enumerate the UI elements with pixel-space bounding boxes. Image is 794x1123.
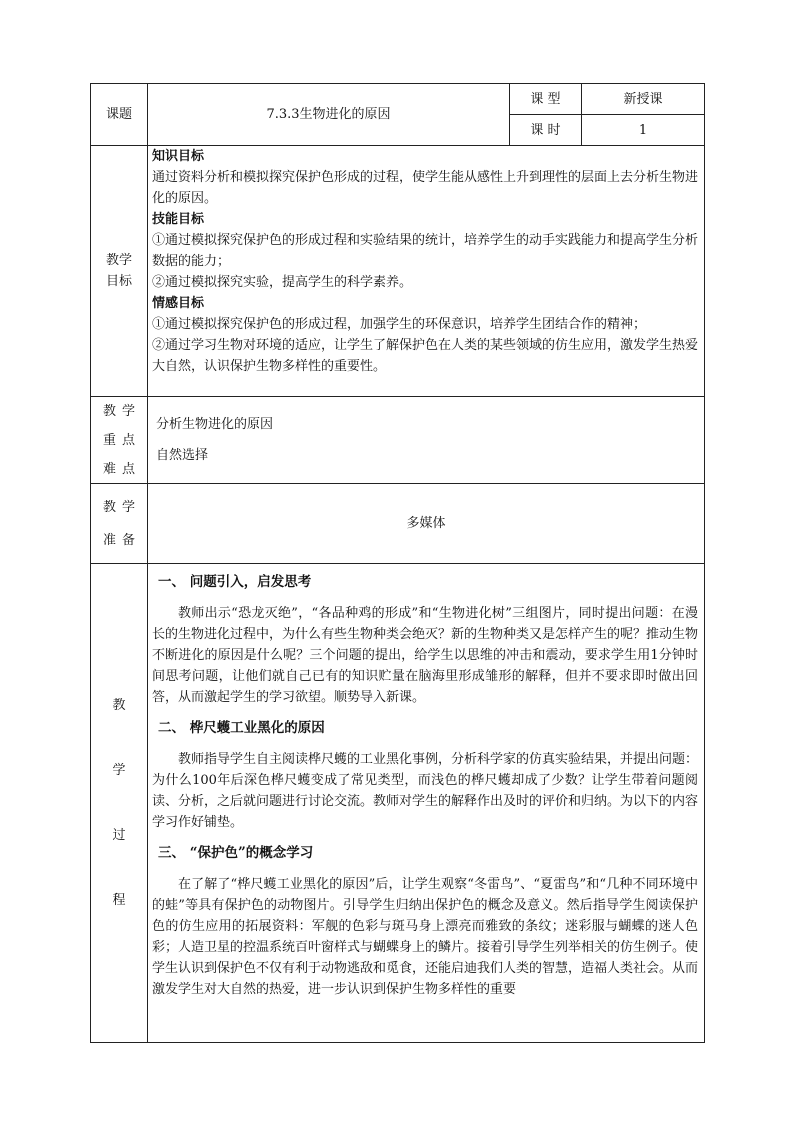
knowledge-objective-text: 通过资料分析和模拟探究保护色形成的过程，使学生能从感性上升到理性的层面上去分析生物进化的原因。 — [152, 170, 699, 206]
process-label-char-3: 过 — [112, 828, 126, 843]
key-points-content — [148, 397, 705, 484]
key-points-label-line-2: 重 点 — [103, 432, 135, 448]
skill-objective-heading: 技能目标 — [152, 212, 205, 227]
topic-label: 课题 — [91, 84, 148, 146]
objectives-label-bottom: 目标 — [105, 274, 132, 289]
key-points-label-line-1: 教 学 — [103, 403, 135, 419]
section-1-text: 教师出示“恐龙灭绝”，“各品种鸡的形成”和“生物进化树”三组图片，同时提出问题：在漫长的生物进化过程中，为什么有些生物种类会绝灭？新的生物种类又是怎样产生的呢？推动生物不断进化的原因是什么呢？三个问题的提出，给学生以思维的冲击和震动，要求学生用1分钟时间思考问题，让他们就自己已有的知识贮量在脑海里形成雏形的解释，但并不要求即时做出回答，从而激起学生的学习欲望。顺势导入新课。 — [152, 606, 699, 705]
emotion-objective-2: ②通过学习生物对环境的适应，让学生了解保护色在人类的某些领域的仿生应用，激发学生热爱大自然，认识保护生物多样性的重要性。 — [152, 338, 699, 374]
section-2-title: 二、 桦尺蠖工业黑化的原因 — [158, 720, 325, 736]
emotion-objective-heading: 情感目标 — [152, 296, 205, 311]
preparation-value: 多媒体 — [148, 484, 705, 564]
lesson-hours-value: 1 — [582, 115, 705, 146]
section-2-text: 教师指导学生自主阅读桦尺蠖的工业黑化事例，分析科学家的仿真实验结果，并提出问题：为什么100年后深色桦尺蠖变成了常见类型，而浅色的桦尺蠖却成了少数？让学生带着问题阅读、分析，之后就问题进行讨论交流。教师对学生的解释作出及时的评价和归纳。为以下的内容学习作好铺垫。 — [152, 752, 699, 830]
key-points-label — [91, 397, 148, 484]
preparation-label-line-1: 教 学 — [103, 499, 135, 515]
preparation-label-line-2: 准 备 — [103, 532, 135, 548]
objectives-content — [148, 146, 705, 397]
lesson-hours-label: 课 时 — [510, 115, 582, 146]
process-content — [148, 564, 705, 1043]
skill-objective-2: ②通过模拟探究实验，提高学生的科学素养。 — [152, 275, 413, 290]
lesson-type-value: 新授课 — [582, 84, 705, 115]
lesson-plan-table — [90, 83, 705, 1043]
section-3-text: 在了解了“桦尺蠖工业黑化的原因”后，让学生观察“冬雷鸟”、“夏雷鸟”和“几种不同环境中的蛙”等具有保护色的动物图片。引导学生归纳出保护色的概念及意义。然后指导学生阅读保护色的仿生应用的拓展资料：军舰的色彩与斑马身上漂亮而雅致的条纹；迷彩服与蝴蝶的迷人色彩；人造卫星的控温系统百叶窗样式与蝴蝶身上的鳞片。接着引导学生列举相关的仿生例子。使学生认识到保护色不仅有利于动物逃敌和觅食，还能启迪我们人类的智慧，造福人类社会。从而激发学生对大自然的热爱，进一步认识到保护生物多样性的重要 — [152, 877, 699, 997]
emotion-objective-1: ①通过模拟探究保护色的形成过程，加强学生的环保意识，培养学生团结合作的精神； — [152, 317, 647, 332]
preparation-label — [91, 484, 148, 564]
skill-objective-1: ①通过模拟探究保护色的形成过程和实验结果的统计，培养学生的动手实践能力和提高学生分析数据的能力； — [152, 233, 699, 269]
difficult-point-text: 自然选择 — [156, 448, 209, 463]
objectives-label — [91, 146, 148, 397]
section-3-title: 三、 “保护色”的概念学习 — [158, 845, 314, 861]
key-points-label-line-3: 难 点 — [103, 461, 135, 477]
topic-title: 7.3.3生物进化的原因 — [148, 84, 510, 146]
key-point-text: 分析生物进化的原因 — [156, 417, 274, 432]
process-label — [91, 564, 148, 1043]
process-label-char-2: 学 — [112, 763, 126, 778]
lesson-type-label: 课 型 — [510, 84, 582, 115]
objectives-label-top: 教学 — [105, 253, 132, 268]
process-label-char-1: 教 — [112, 698, 126, 713]
knowledge-objective-heading: 知识目标 — [152, 149, 205, 164]
process-label-char-4: 程 — [112, 893, 126, 908]
section-1-title: 一、 问题引入，启发思考 — [158, 574, 312, 590]
